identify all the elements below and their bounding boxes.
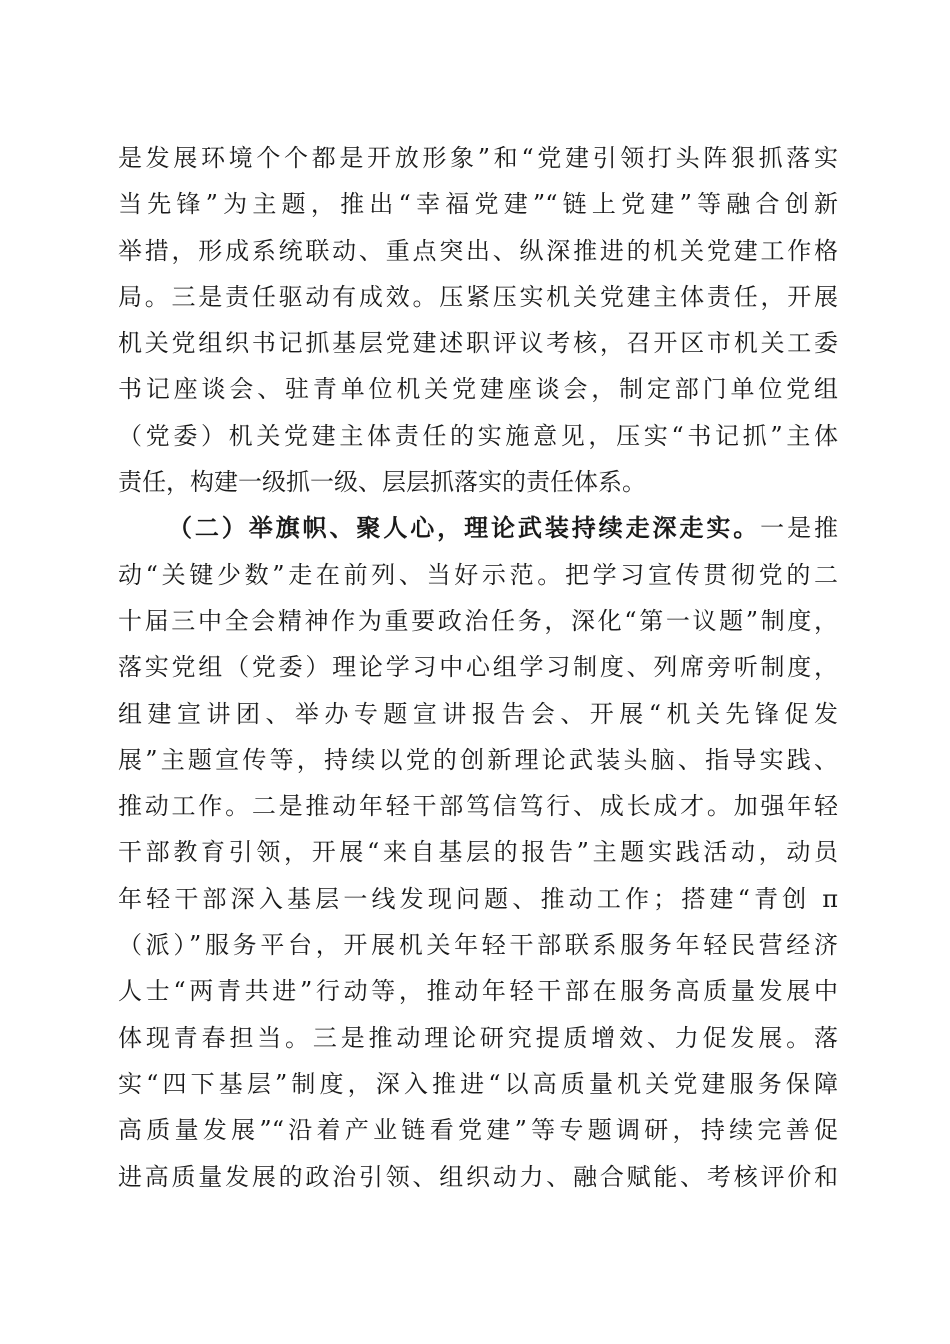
- paragraph-1-line-5: 机关党组织书记抓基层党建述职评议考核，召开区市机关工委: [118, 329, 838, 358]
- paragraph-2-line-15: 进高质量发展的政治引领、组织动力、融合赋能、考核评价和: [118, 1162, 838, 1191]
- paragraph-2-line-10: （派）”服务平台，开展机关年轻干部联系服务年轻民营经济: [118, 931, 838, 960]
- paragraph-2-line-13: 实“四下基层”制度，深入推进“以高质量机关党建服务保障: [118, 1069, 838, 1098]
- paragraph-2-line-5: 组建宣讲团、举办专题宣讲报告会、开展“机关先锋促发: [118, 699, 838, 728]
- body-text: [118, 135, 838, 1200]
- paragraph-2-line-8: 干部教育引领，开展“来自基层的报告”主题实践活动，动员: [118, 838, 838, 867]
- paragraph-2-line-14: 高质量发展”“沿着产业链看党建”等专题调研，持续完善促: [118, 1116, 838, 1145]
- paragraph-1-line-7: （党委）机关党建主体责任的实施意见，压实“书记抓”主体: [118, 421, 838, 450]
- paragraph-1-line-6: 书记座谈会、驻青单位机关党建座谈会，制定部门单位党组: [118, 375, 838, 404]
- paragraph-2-line-4: 落实党组（党委）理论学习中心组学习制度、列席旁听制度，: [118, 653, 838, 682]
- paragraph-2-line-6: 展”主题宣传等，持续以党的创新理论武装头脑、指导实践、: [118, 745, 838, 774]
- paragraph-2-line-11: 人士“两青共进”行动等，推动年轻干部在服务高质量发展中: [118, 977, 838, 1006]
- paragraph-2-line-9: 年轻干部深入基层一线发现问题、推动工作；搭建“青创 π: [118, 884, 838, 913]
- paragraph-1-line-1: 是发展环境个个都是开放形象”和“党建引领打头阵狠抓落实: [118, 144, 838, 172]
- paragraph-2-line-1: [118, 505, 838, 551]
- paragraph-1-line-3: 举措，形成系统联动、重点突出、纵深推进的机关党建工作格: [118, 236, 838, 265]
- paragraph-1-line-2: 当先锋”为主题，推出“幸福党建”“链上党建”等融合创新: [118, 190, 838, 219]
- paragraph-1-line-4: 局。三是责任驱动有成效。压紧压实机关党建主体责任，开展: [118, 282, 838, 311]
- paragraph-2-line-2: 动“关键少数”走在前列、当好示范。把学习宣传贯彻党的二: [118, 560, 838, 589]
- paragraph-2-line-3: 十届三中全会精神作为重要政治任务，深化“第一议题”制度，: [118, 606, 838, 635]
- section-heading: （二）举旗帜、聚人心，理论武装持续走深走实。: [168, 513, 761, 543]
- paragraph-1-line-8: 责任，构建一级抓一级、层层抓落实的责任体系。: [118, 468, 646, 497]
- paragraph-2-line-7: 推动工作。二是推动年轻干部笃信笃行、成长成才。加强年轻: [118, 792, 838, 821]
- paragraph-2-line-12: 体现青春担当。三是推动理论研究提质增效、力促发展。落: [118, 1023, 838, 1052]
- paragraph-2-first-line-rest: 一是推: [760, 514, 838, 543]
